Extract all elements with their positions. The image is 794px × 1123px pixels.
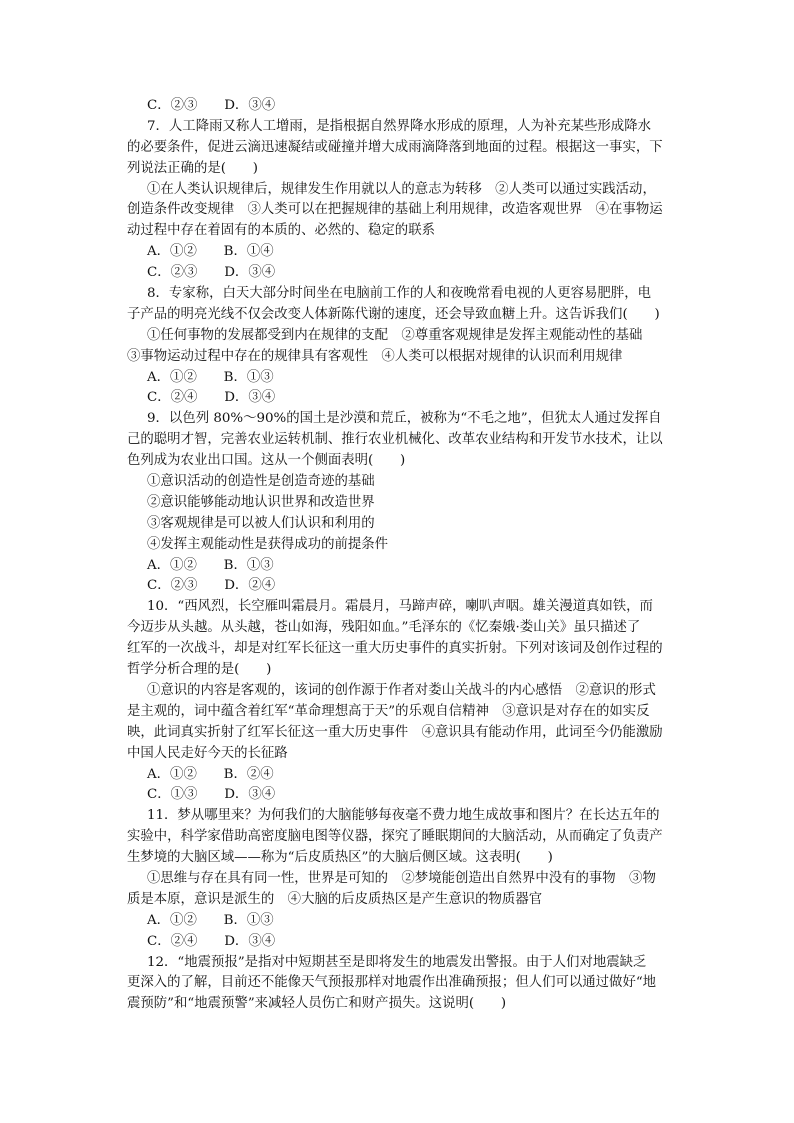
text-line: 列说法正确的是( ) [127, 160, 258, 176]
text-line: A．①② B．①④ [147, 244, 274, 260]
text-line: 10．“西风烈，长空雁叫霜晨月。霜晨月，马蹄声碎，喇叭声咽。雄关漫道真如铁，而 [147, 599, 653, 615]
text-line: 己的聪明才智，完善农业运转机制、推行农业机械化、改革农业结构和开发节水技术，让以 [127, 432, 663, 448]
text-line: 7．人工降雨又称人工增雨，是指根据自然界降水形成的原理，人为补充某些形成降水 [147, 118, 651, 134]
text-line: 实验中，科学家借助高密度脑电图等仪器，探究了睡眠期间的大脑活动，从而确定了负责产 [127, 829, 663, 845]
text-line: C．②③ D．②④ [147, 578, 276, 594]
text-line: 11．梦从哪里来？为何我们的大脑能够每夜毫不费力地生成故事和图片？在长达五年的 [147, 808, 660, 824]
text-line: A．①② B．①③ [147, 557, 274, 573]
text-line: 质是本原，意识是派生的 ④大脑的后皮质热区是产生意识的物质器官 [127, 891, 543, 907]
text-line: ①意识活动的创造性是创造奇迹的基础 [147, 474, 375, 490]
text-line: C．②③ D．③④ [147, 265, 276, 281]
text-line: 色列成为农业出口国。这从一个侧面表明( ) [127, 453, 406, 469]
text-line: 9．以色列 80%～90%的国土是沙漠和荒丘，被称为“不毛之地”，但犹太人通过发挥自 [147, 411, 662, 427]
text-line: 8．专家称，白天大部分时间坐在电脑前工作的人和夜晚常看电视的人更容易肥胖，电 [147, 286, 651, 302]
document-page [127, 96, 682, 1015]
text-line: ②意识能够能动地认识世界和改造世界 [147, 494, 375, 510]
text-line: 12．“地震预报”是指对中短期甚至是即将发生的地震发出警报。由于人们对地震缺乏 [147, 954, 647, 970]
text-line: ③事物运动过程中存在的规律具有客观性 ④人类可以根据对规律的认识而利用规律 [127, 348, 623, 364]
text-line: 动过程中存在着固有的本质的、必然的、稳定的联系 [127, 223, 435, 239]
text-line: A．①② B．①③ [147, 912, 274, 928]
text-line: 中国人民走好今天的长征路 [127, 745, 288, 761]
text-line: A．①② B．②④ [147, 766, 274, 782]
text-line: ①思维与存在具有同一性，世界是可知的 ②梦境能创造出自然界中没有的事物 ③物 [147, 870, 656, 886]
text-line: C．②③ D．③④ [147, 98, 276, 113]
text-line: 子产品的明亮光线不仅会改变人体新陈代谢的速度，还会导致血糖上升。这告诉我们( ) [127, 306, 660, 322]
text-line: A．①② B．①③ [147, 369, 274, 385]
text-line: 是主观的，词中蕴含着红军“革命理想高于天”的乐观自信精神 ③意识是对存在的如实反 [127, 703, 650, 719]
text-line: C．②④ D．③④ [147, 390, 276, 406]
text-line: ①任何事物的发展都受到内在规律的支配 ②尊重客观规律是发挥主观能动性的基础 [147, 327, 643, 343]
text-line: 更深入的了解，目前还不能像天气预报那样对地震作出准确预报；但人们可以通过做好“地 [127, 975, 657, 991]
text-line: C．①③ D．③④ [147, 787, 276, 803]
text-line: 映，此词真实折射了红军长征这一重大历史事件 ④意识具有能动作用，此词至今仍能激励 [127, 724, 663, 740]
text-line: C．②④ D．③④ [147, 933, 276, 949]
text-line: ④发挥主观能动性是获得成功的前提条件 [147, 536, 389, 552]
text-line: 红军的一次战斗，却是对红军长征这一重大历史事件的真实折射。下列对该词及创作过程的 [127, 641, 663, 657]
text-line: 今迈步从头越。从头越，苍山如海，残阳如血。”毛泽东的《忆秦娥·娄山关》虽只描述了 [127, 620, 641, 636]
text-line: ①在人类认识规律后，规律发生作用就以人的意志为转移 ②人类可以通过实践活动， [147, 181, 656, 197]
text-line: 创造条件改变规律 ③人类可以在把握规律的基础上利用规律，改造客观世界 ④在事物运 [127, 202, 663, 218]
text-line: ③客观规律是可以被人们认识和利用的 [147, 515, 375, 531]
text-line: 的必要条件，促进云滴迅速凝结或碰撞并增大成雨滴降落到地面的过程。根据这一事实，下 [127, 139, 663, 155]
text-line: 哲学分析合理的是( ) [127, 662, 272, 678]
text-line: 震预防”和“地震预警”来减轻人员伤亡和财产损失。这说明( ) [127, 996, 507, 1012]
text-line: ①意识的内容是客观的，该词的创作源于作者对娄山关战斗的内心感悟 ②意识的形式 [147, 682, 656, 698]
text-line: 生梦境的大脑区域——称为“后皮质热区”的大脑后侧区域。这表明( ) [127, 850, 553, 866]
